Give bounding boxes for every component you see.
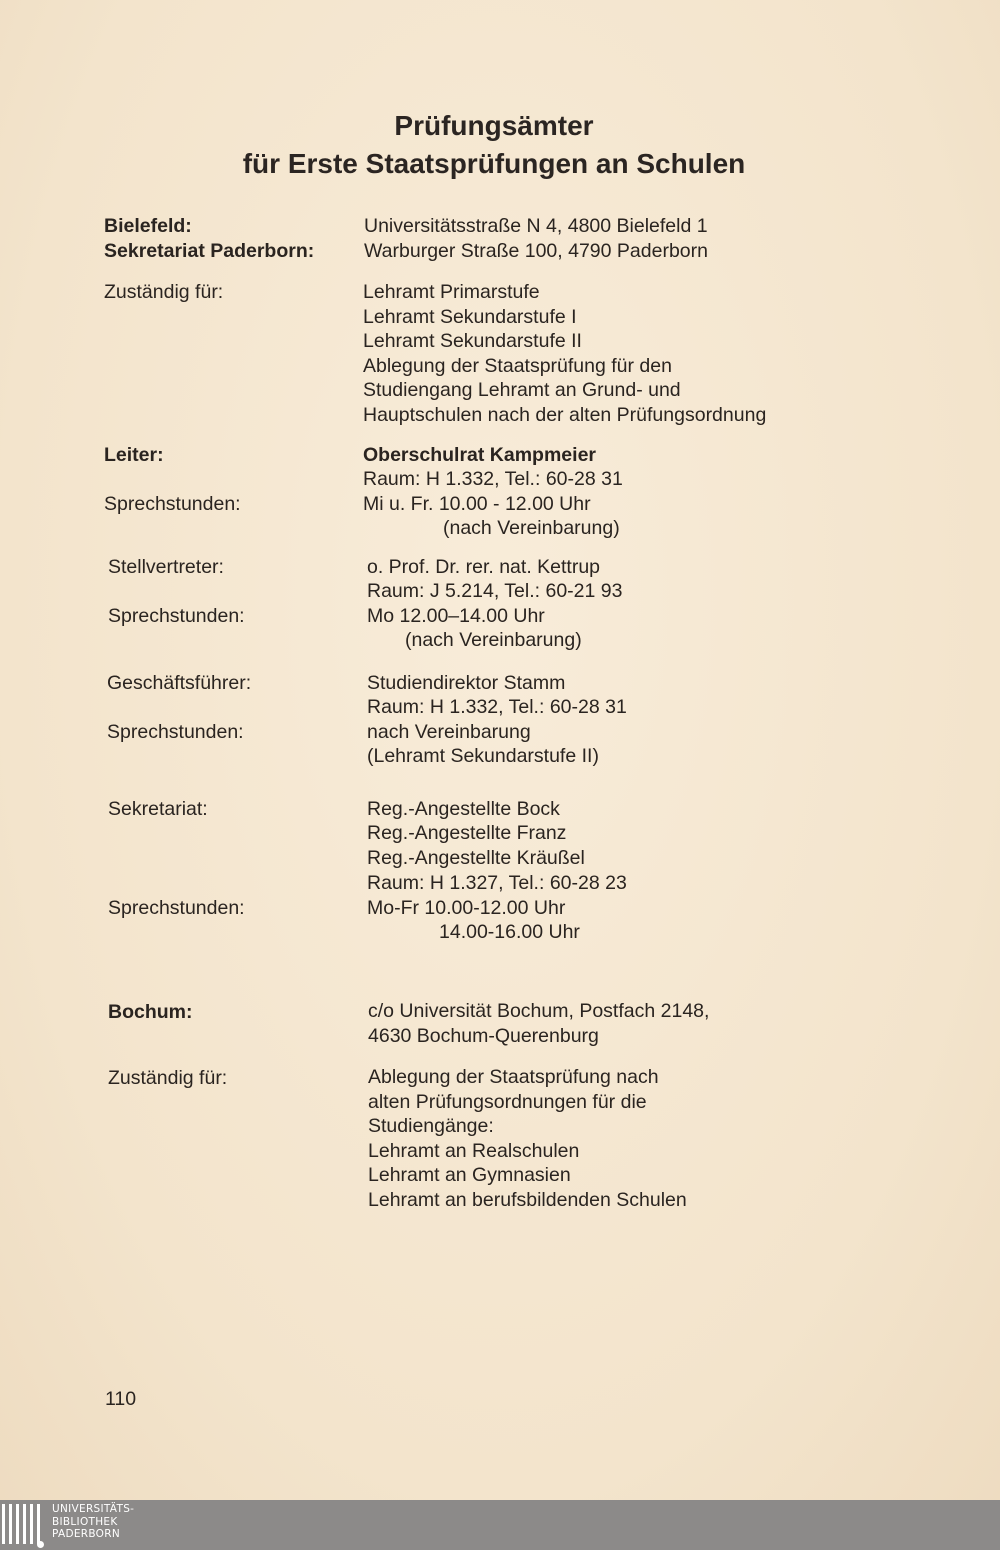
bochum-zustaendig-label: Zuständig für:: [108, 1067, 228, 1089]
leiter-name: Oberschulrat Kampmeier: [363, 444, 597, 466]
bielefeld-label: Bielefeld:: [104, 215, 192, 237]
bochum-zustaendig-line: Ablegung der Staatsprüfung nach: [368, 1066, 659, 1088]
stellvertreter-label: Stellvertreter:: [108, 556, 224, 578]
library-name-line2: BIBLIOTHEK: [52, 1515, 118, 1528]
secretariat-paderborn-address: Warburger Straße 100, 4790 Paderborn: [364, 240, 708, 262]
bochum-label: Bochum:: [108, 1001, 193, 1023]
bochum-address-line2: 4630 Bochum-Querenburg: [368, 1025, 599, 1047]
page-title-line1: Prüfungsämter: [394, 110, 594, 141]
bielefeld-zustaendig-label: Zuständig für:: [104, 281, 224, 303]
leiter-room: Raum: H 1.332, Tel.: 60-28 31: [363, 468, 623, 490]
bochum-zustaendig-line: alten Prüfungsordnungen für die: [368, 1091, 647, 1113]
geschaeftsfuehrer-hours-label: Sprechstunden:: [107, 721, 244, 743]
sekretariat-staff: Reg.-Angestellte Franz: [367, 822, 567, 844]
bielefeld-zustaendig-line: Studiengang Lehramt an Grund- und: [363, 379, 681, 401]
bielefeld-zustaendig-line: Lehramt Sekundarstufe I: [363, 306, 577, 328]
library-logo-dot-icon: [37, 1541, 44, 1548]
stellvertreter-hours: Mo 12.00–14.00 Uhr: [367, 605, 545, 627]
sekretariat-room: Raum: H 1.327, Tel.: 60-28 23: [367, 872, 627, 894]
geschaeftsfuehrer-name: Studiendirektor Stamm: [367, 672, 566, 694]
bochum-zustaendig-line: Lehramt an Gymnasien: [368, 1164, 571, 1186]
bochum-address-line1: c/o Universität Bochum, Postfach 2148,: [368, 1000, 710, 1022]
bielefeld-zustaendig-line: Lehramt Sekundarstufe II: [363, 330, 582, 352]
bochum-zustaendig-line: Lehramt an Realschulen: [368, 1140, 580, 1162]
library-logo-icon: [2, 1504, 40, 1548]
library-name: [52, 1503, 134, 1541]
bielefeld-zustaendig-line: Lehramt Primarstufe: [363, 281, 540, 303]
leiter-label: Leiter:: [104, 444, 164, 466]
stellvertreter-hours-label: Sprechstunden:: [108, 605, 245, 627]
library-name-line3: PADERBORN: [52, 1528, 120, 1540]
bielefeld-zustaendig-line: Ablegung der Staatsprüfung für den: [363, 355, 672, 377]
bielefeld-zustaendig-line: Hauptschulen nach der alten Prüfungsordnung: [363, 404, 767, 426]
secretariat-paderborn-label: Sekretariat Paderborn:: [104, 240, 315, 262]
bochum-zustaendig-line: Lehramt an berufsbildenden Schulen: [368, 1189, 687, 1211]
geschaeftsfuehrer-room: Raum: H 1.332, Tel.: 60-28 31: [367, 696, 627, 718]
sekretariat-hours2: 14.00-16.00 Uhr: [439, 921, 580, 943]
stellvertreter-name: o. Prof. Dr. rer. nat. Kettrup: [367, 556, 601, 578]
page-number: 110: [105, 1388, 137, 1410]
sekretariat-staff: Reg.-Angestellte Kräußel: [367, 847, 585, 869]
stellvertreter-hours-note: (nach Vereinbarung): [405, 629, 582, 651]
sekretariat-hours-label: Sprechstunden:: [108, 897, 245, 919]
geschaeftsfuehrer-hours-note: (Lehramt Sekundarstufe II): [367, 745, 599, 767]
bochum-zustaendig-line: Studiengänge:: [368, 1115, 494, 1137]
sekretariat-label: Sekretariat:: [108, 798, 208, 820]
stellvertreter-room: Raum: J 5.214, Tel.: 60-21 93: [367, 580, 623, 602]
geschaeftsfuehrer-label: Geschäftsführer:: [107, 672, 252, 694]
sekretariat-hours: Mo-Fr 10.00-12.00 Uhr: [367, 897, 566, 919]
library-footer: [0, 1500, 1000, 1550]
geschaeftsfuehrer-hours: nach Vereinbarung: [367, 721, 531, 743]
leiter-hours-note: (nach Vereinbarung): [443, 517, 620, 539]
sekretariat-staff: Reg.-Angestellte Bock: [367, 798, 560, 820]
page-title-line2: für Erste Staatsprüfungen an Schulen: [242, 148, 746, 179]
library-name-line1: UNIVERSITÄTS-: [52, 1503, 135, 1515]
bielefeld-address: Universitätsstraße N 4, 4800 Bielefeld 1: [364, 215, 708, 237]
leiter-hours-label: Sprechstunden:: [104, 493, 241, 515]
leiter-hours: Mi u. Fr. 10.00 - 12.00 Uhr: [363, 493, 591, 515]
